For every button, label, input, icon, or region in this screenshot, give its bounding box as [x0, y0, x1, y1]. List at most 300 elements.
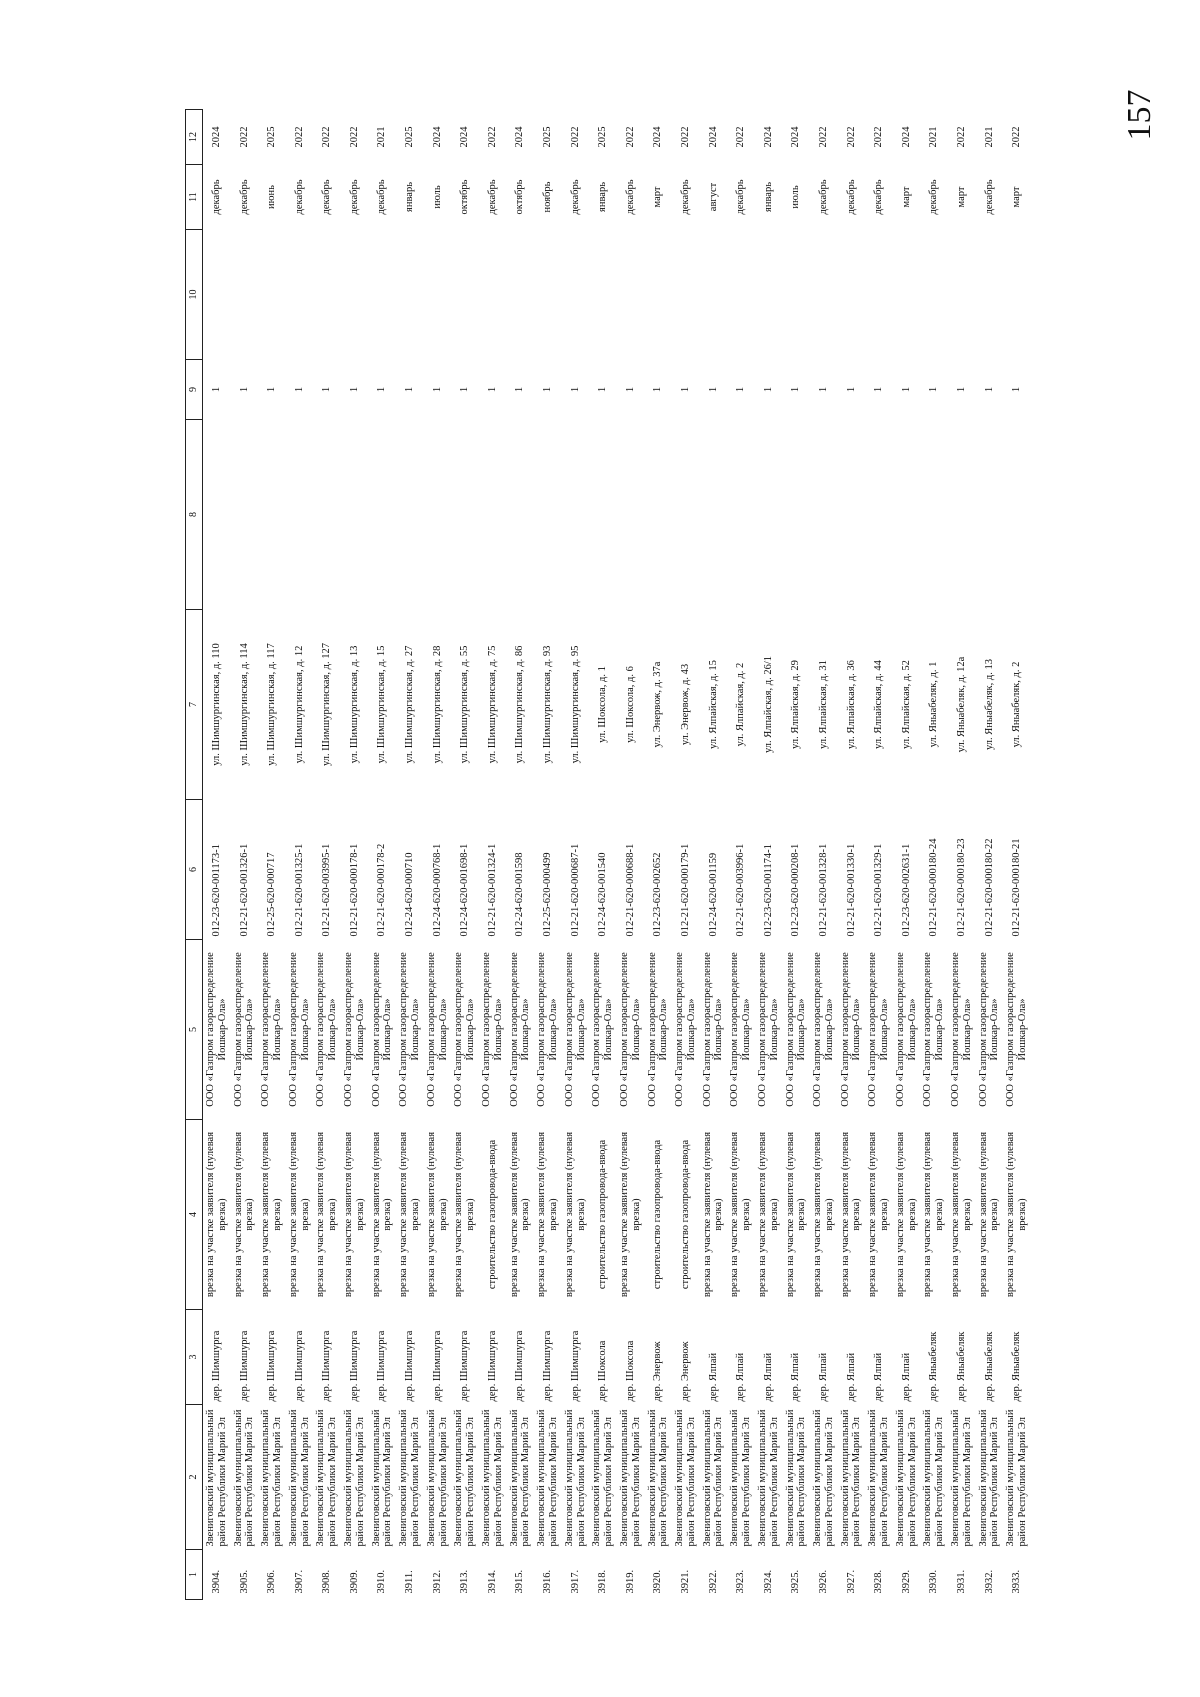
quantity-cell: 1 [790, 386, 802, 393]
col10-cell [507, 230, 535, 360]
settlement-cell: дер. Шимшурга [376, 1330, 388, 1402]
organization-cell: ООО «Газпром газораспределение Йошкар-Ола» [646, 952, 670, 1107]
settlement-cell: дер. Шимшурга [238, 1330, 250, 1402]
address-cell: ул. Шимшургинская, д. 110 [210, 643, 222, 766]
table-row [451, 110, 479, 1600]
col10-cell [700, 230, 728, 360]
col10-cell [424, 230, 452, 360]
settlement-cell: дер. Энервож [680, 1341, 692, 1402]
organization-cell: ООО «Газпром газораспределение Йошкар-Ола» [453, 952, 477, 1107]
year-cell: 2022 [955, 126, 967, 148]
row-number: 3906. [266, 1569, 278, 1594]
quantity-cell: 1 [569, 386, 581, 393]
quantity-cell: 1 [817, 386, 829, 393]
district-cell: Звениговский муниципальный район Республики Марий Эл [315, 1409, 339, 1547]
address-cell: ул. Яныабеляк, д. 1 [928, 661, 940, 748]
month-cell: июль [431, 185, 443, 209]
row-number: 3924. [762, 1569, 774, 1594]
table-row [369, 110, 397, 1600]
district-cell: Звениговский муниципальный район Республики Марий Эл [867, 1409, 891, 1547]
table-row [507, 110, 535, 1600]
settlement-cell: дер. Шимшурга [321, 1330, 333, 1402]
row-number: 3916. [542, 1569, 554, 1594]
settlement-cell: дер. Ялпай [873, 1352, 885, 1402]
col10-cell [231, 230, 259, 360]
organization-cell: ООО «Газпром газораспределение Йошкар-Ола» [563, 952, 587, 1107]
quantity-cell: 1 [597, 386, 609, 393]
work-type-cell: врезка на участке заявителя (нулевая врезка) [425, 1131, 449, 1298]
quantity-cell: 1 [459, 386, 471, 393]
district-cell: Звениговский муниципальный район Республики Марий Эл [701, 1409, 725, 1547]
district-cell: Звениговский муниципальный район Республики Марий Эл [232, 1409, 256, 1547]
settlement-cell: дер. Шоксола [597, 1340, 609, 1402]
table-row [782, 110, 810, 1600]
settlement-cell: дер. Шимшурга [404, 1330, 416, 1402]
month-cell: март [955, 186, 967, 208]
month-cell: декабрь [680, 179, 692, 215]
quantity-cell: 1 [1011, 386, 1023, 393]
address-cell: ул. Ялпайская, д. 15 [707, 660, 719, 749]
address-cell: ул. Шоксола, д. 1 [597, 666, 609, 743]
quantity-cell: 1 [707, 386, 719, 393]
header-row [186, 110, 203, 1600]
col10-cell [258, 230, 286, 360]
table-row [948, 110, 976, 1600]
settlement-cell: дер. Шимшурга [348, 1330, 360, 1402]
quantity-cell: 1 [542, 386, 554, 393]
row-number: 3904. [210, 1569, 222, 1594]
organization-cell: ООО «Газпром газораспределение Йошкар-Ола» [756, 952, 780, 1107]
col10-cell [948, 230, 976, 360]
page-number: 157 [1121, 89, 1158, 141]
table-row [755, 110, 783, 1600]
district-cell: Звениговский муниципальный район Республики Марий Эл [646, 1409, 670, 1547]
quantity-cell: 1 [348, 386, 360, 393]
col8-cell [838, 420, 866, 610]
table-row [920, 110, 948, 1600]
col-header-2: 2 [186, 1405, 203, 1550]
year-cell: 2024 [431, 126, 443, 148]
col8-cell [203, 420, 231, 610]
organization-cell: ООО «Газпром газораспределение Йошкар-Ола» [618, 952, 642, 1107]
row-number: 3911. [404, 1570, 416, 1594]
year-cell: 2025 [542, 126, 554, 148]
work-type-cell: врезка на участке заявителя (нулевая врезка) [1005, 1131, 1029, 1298]
year-cell: 2024 [459, 126, 471, 148]
year-cell: 2025 [597, 126, 609, 148]
table-body [203, 110, 1031, 1600]
col8-cell [865, 420, 893, 610]
district-cell: Звениговский муниципальный район Республики Марий Эл [756, 1409, 780, 1547]
row-number: 3920. [652, 1569, 664, 1594]
col8-cell [562, 420, 590, 610]
application-code-cell: 012-21-620-001326-1 [238, 843, 250, 937]
organization-cell: ООО «Газпром газораспределение Йошкар-Ола» [922, 952, 946, 1107]
col8-cell [286, 420, 314, 610]
district-cell: Звениговский муниципальный район Республики Марий Эл [453, 1409, 477, 1547]
address-cell: ул. Энервож, д. 43 [680, 663, 692, 746]
row-number: 3922. [707, 1569, 719, 1594]
year-cell: 2025 [404, 126, 416, 148]
month-cell: август [707, 182, 719, 212]
row-number: 3925. [790, 1569, 802, 1594]
organization-cell: ООО «Газпром газораспределение Йошкар-Ола» [812, 952, 835, 1107]
row-number: 3905. [238, 1569, 250, 1594]
col10-cell [1003, 230, 1031, 360]
application-code-cell: 012-21-620-000687-1 [569, 843, 581, 937]
col8-cell [424, 420, 452, 610]
work-type-cell: врезка на участке заявителя (нулевая врезка) [232, 1131, 256, 1298]
organization-cell: ООО «Газпром газораспределение Йошкар-Ола» [205, 952, 228, 1107]
col8-cell [645, 420, 673, 610]
month-cell: декабрь [376, 179, 388, 215]
table-row [258, 110, 286, 1600]
col-header-12: 12 [186, 110, 203, 165]
address-cell: ул. Ялпайская, д. 31 [817, 660, 829, 749]
organization-cell: ООО «Газпром газораспределение Йошкар-Ола» [674, 952, 697, 1107]
table-row [313, 110, 341, 1600]
col8-cell [782, 420, 810, 610]
col8-cell [948, 420, 976, 610]
year-cell: 2021 [376, 126, 388, 148]
row-number: 3907. [293, 1569, 305, 1594]
col8-cell [727, 420, 755, 610]
row-number: 3931. [955, 1569, 967, 1594]
month-cell: январь [597, 182, 609, 212]
organization-cell: ООО «Газпром газораспределение Йошкар-Ола» [260, 952, 283, 1107]
application-code-cell: 012-21-620-000180-22 [983, 838, 995, 937]
col8-cell [231, 420, 259, 610]
application-code-cell: 012-23-620-000208-1 [790, 843, 802, 937]
col10-cell [589, 230, 617, 360]
row-number: 3923. [735, 1569, 747, 1594]
month-cell: декабрь [569, 179, 581, 215]
month-cell: октябрь [514, 179, 526, 215]
col8-cell [810, 420, 838, 610]
year-cell: 2022 [486, 126, 498, 148]
address-cell: ул. Шимшургинская, д. 55 [459, 645, 471, 764]
district-cell: Звениговский муниципальный район Республики Марий Эл [977, 1409, 1001, 1547]
district-cell: Звениговский муниципальный район Республики Марий Эл [591, 1409, 615, 1547]
row-number: 3918. [597, 1569, 609, 1594]
col10-cell [479, 230, 507, 360]
address-cell: ул. Шимшургинская, д. 86 [514, 645, 526, 764]
quantity-cell: 1 [900, 386, 912, 393]
table-row [727, 110, 755, 1600]
district-cell: Звениговский муниципальный район Республики Марий Эл [839, 1409, 863, 1547]
month-cell: март [652, 186, 664, 208]
address-cell: ул. Шимшургинская, д. 117 [266, 643, 278, 766]
quantity-cell: 1 [624, 386, 636, 393]
settlement-cell: дер. Шоксола [624, 1340, 636, 1402]
col10-cell [341, 230, 369, 360]
col10-cell [865, 230, 893, 360]
application-code-cell: 012-21-620-000179-1 [680, 843, 692, 937]
row-number: 3930. [928, 1569, 940, 1594]
table-row [341, 110, 369, 1600]
settlement-cell: дер. Шимшурга [569, 1330, 581, 1402]
application-code-cell: 012-24-620-001698-1 [459, 843, 471, 937]
col8-cell [369, 420, 397, 610]
work-type-cell: врезка на участке заявителя (нулевая врезка) [618, 1131, 642, 1298]
table-row [810, 110, 838, 1600]
row-number: 3929. [900, 1569, 912, 1594]
organization-cell: ООО «Газпром газораспределение Йошкар-Ола» [536, 952, 559, 1107]
application-code-cell: 012-21-620-000178-2 [376, 843, 388, 937]
col8-cell [755, 420, 783, 610]
col-header-6: 6 [186, 800, 203, 940]
address-cell: ул. Ялпайская, д. 44 [873, 660, 885, 749]
table-row [645, 110, 673, 1600]
district-cell: Звениговский муниципальный район Республики Марий Эл [536, 1409, 559, 1547]
table-row [617, 110, 645, 1600]
month-cell: январь [762, 182, 774, 212]
organization-cell: ООО «Газпром газораспределение Йошкар-Ола» [977, 952, 1001, 1107]
month-cell: октябрь [459, 179, 471, 215]
year-cell: 2022 [238, 126, 250, 148]
year-cell: 2022 [735, 126, 747, 148]
col8-cell [976, 420, 1004, 610]
work-type-cell: врезка на участке заявителя (нулевая врезка) [950, 1131, 973, 1298]
quantity-cell: 1 [845, 386, 857, 393]
address-cell: ул. Шимшургинская, д. 13 [348, 645, 360, 764]
col-header-9: 9 [186, 360, 203, 420]
application-code-cell: 012-21-620-000180-24 [928, 838, 940, 937]
year-cell: 2022 [817, 126, 829, 148]
work-type-cell: врезка на участке заявителя (нулевая врезка) [839, 1131, 863, 1298]
table-row [562, 110, 590, 1600]
table-row [838, 110, 866, 1600]
gasification-table [185, 109, 1031, 1600]
address-cell: ул. Энервож, д. 37а [652, 661, 664, 748]
row-number: 3919. [624, 1569, 636, 1594]
table-row [865, 110, 893, 1600]
year-cell: 2024 [514, 126, 526, 148]
work-type-cell: врезка на участке заявителя (нулевая врезка) [729, 1131, 753, 1298]
month-cell: июль [790, 185, 802, 209]
col8-cell [313, 420, 341, 610]
application-code-cell: 012-25-620-000717 [266, 852, 278, 937]
district-cell: Звениговский муниципальный район Республики Марий Эл [260, 1409, 283, 1547]
settlement-cell: дер. Яныабеляк [955, 1331, 967, 1402]
organization-cell: ООО «Газпром газораспределение Йошкар-Ола» [480, 952, 504, 1107]
year-cell: 2021 [928, 126, 940, 148]
application-code-cell: 012-21-620-003995-1 [321, 843, 333, 937]
quantity-cell: 1 [873, 386, 885, 393]
col8-cell [1003, 420, 1031, 610]
year-cell: 2024 [900, 126, 912, 148]
table-row [424, 110, 452, 1600]
quantity-cell: 1 [321, 386, 333, 393]
work-type-cell: врезка на участке заявителя (нулевая врезка) [315, 1131, 339, 1298]
organization-cell: ООО «Газпром газораспределение Йошкар-Ола» [370, 952, 394, 1107]
work-type-cell: врезка на участке заявителя (нулевая врезка) [398, 1131, 421, 1298]
row-number: 3917. [569, 1569, 581, 1594]
organization-cell: ООО «Газпром газораспределение Йошкар-Ола» [784, 952, 808, 1107]
settlement-cell: дер. Яныабеляк [983, 1331, 995, 1402]
col10-cell [976, 230, 1004, 360]
row-number: 3915. [514, 1569, 526, 1594]
year-cell: 2022 [293, 126, 305, 148]
work-type-cell: врезка на участке заявителя (нулевая врезка) [536, 1131, 559, 1298]
col8-cell [451, 420, 479, 610]
table-row [231, 110, 259, 1600]
application-code-cell: 012-21-620-001325-1 [293, 843, 305, 937]
address-cell: ул. Яныабеляк, д. 12а [955, 656, 967, 753]
organization-cell: ООО «Газпром газораспределение Йошкар-Ола» [508, 952, 532, 1107]
year-cell: 2022 [845, 126, 857, 148]
month-cell: декабрь [293, 179, 305, 215]
address-cell: ул. Шимшургинская, д. 12 [293, 645, 305, 764]
address-cell: ул. Шимшургинская, д. 95 [569, 645, 581, 764]
settlement-cell: дер. Шимшурга [266, 1330, 278, 1402]
application-code-cell: 012-21-620-000688-1 [624, 843, 636, 937]
quantity-cell: 1 [293, 386, 305, 393]
address-cell: ул. Ялпайская, д. 36 [845, 660, 857, 749]
month-cell: декабрь [928, 179, 940, 215]
table-row [700, 110, 728, 1600]
row-number: 3909. [348, 1569, 360, 1594]
col10-cell [203, 230, 231, 360]
settlement-cell: дер. Ялпай [707, 1352, 719, 1402]
address-cell: ул. Шимшургинская, д. 114 [238, 643, 250, 766]
row-number: 3912. [431, 1569, 443, 1594]
work-type-cell: врезка на участке заявителя (нулевая врезка) [894, 1131, 918, 1298]
district-cell: Звениговский муниципальный район Республики Марий Эл [729, 1409, 753, 1547]
col-header-5: 5 [186, 940, 203, 1120]
quantity-cell: 1 [680, 386, 692, 393]
row-number: 3927. [845, 1569, 857, 1594]
month-cell: декабрь [735, 179, 747, 215]
settlement-cell: дер. Шимшурга [542, 1330, 554, 1402]
organization-cell: ООО «Газпром газораспределение Йошкар-Ола» [287, 952, 311, 1107]
work-type-cell: врезка на участке заявителя (нулевая врезка) [205, 1131, 228, 1298]
application-code-cell: 012-23-620-001173-1 [210, 844, 222, 937]
month-cell: декабрь [486, 179, 498, 215]
col10-cell [286, 230, 314, 360]
month-cell: декабрь [983, 179, 995, 215]
month-cell: декабрь [210, 179, 222, 215]
settlement-cell: дер. Шимшурга [514, 1330, 526, 1402]
district-cell: Звениговский муниципальный район Республики Марий Эл [205, 1409, 228, 1547]
year-cell: 2022 [569, 126, 581, 148]
address-cell: ул. Шимшургинская, д. 28 [431, 645, 443, 764]
month-cell: март [1011, 186, 1023, 208]
year-cell: 2024 [210, 126, 222, 148]
table-row [893, 110, 921, 1600]
col-header-1: 1 [186, 1550, 203, 1600]
work-type-cell: строительство газопровода-ввода [680, 1139, 692, 1290]
district-cell: Звениговский муниципальный район Республики Марий Эл [480, 1409, 504, 1547]
district-cell: Звениговский муниципальный район Республики Марий Эл [287, 1409, 311, 1547]
col-header-3: 3 [186, 1310, 203, 1405]
month-cell: декабрь [624, 179, 636, 215]
col8-cell [341, 420, 369, 610]
col10-cell [369, 230, 397, 360]
year-cell: 2022 [1011, 126, 1023, 148]
organization-cell: ООО «Газпром газораспределение Йошкар-Ола» [950, 952, 973, 1107]
col10-cell [727, 230, 755, 360]
organization-cell: ООО «Газпром газораспределение Йошкар-Ола» [315, 952, 339, 1107]
work-type-cell: врезка на участке заявителя (нулевая врезка) [287, 1131, 311, 1298]
district-cell: Звениговский муниципальный район Республики Марий Эл [922, 1409, 946, 1547]
col10-cell [893, 230, 921, 360]
address-cell: ул. Шимшургинская, д. 127 [321, 643, 333, 766]
row-number: 3913. [459, 1569, 471, 1594]
work-type-cell: врезка на участке заявителя (нулевая врезка) [756, 1131, 780, 1298]
organization-cell: ООО «Газпром газораспределение Йошкар-Ола» [398, 952, 421, 1107]
row-number: 3926. [817, 1569, 829, 1594]
application-code-cell: 012-24-620-001540 [597, 852, 609, 937]
work-type-cell: врезка на участке заявителя (нулевая врезка) [508, 1131, 532, 1298]
quantity-cell: 1 [266, 386, 278, 393]
year-cell: 2022 [680, 126, 692, 148]
work-type-cell: врезка на участке заявителя (нулевая врезка) [784, 1131, 808, 1298]
col10-cell [617, 230, 645, 360]
row-number: 3928. [873, 1569, 885, 1594]
table-row [286, 110, 314, 1600]
application-code-cell: 012-21-620-001330-1 [845, 843, 857, 937]
col8-cell [589, 420, 617, 610]
col10-cell [534, 230, 562, 360]
year-cell: 2024 [790, 126, 802, 148]
address-cell: ул. Ялпайская, д. 52 [900, 660, 912, 749]
col-header-11: 11 [186, 165, 203, 230]
col10-cell [313, 230, 341, 360]
year-cell: 2021 [983, 126, 995, 148]
work-type-cell: строительство газопровода-ввода [486, 1139, 498, 1290]
district-cell: Звениговский муниципальный район Республики Марий Эл [674, 1409, 697, 1547]
table-row [672, 110, 700, 1600]
district-cell: Звениговский муниципальный район Республики Марий Эл [343, 1409, 366, 1547]
address-cell: ул. Шимшургинская, д. 93 [542, 645, 554, 764]
organization-cell: ООО «Газпром газораспределение Йошкар-Ола» [839, 952, 863, 1107]
year-cell: 2022 [348, 126, 360, 148]
district-cell: Звениговский муниципальный район Республики Марий Эл [950, 1409, 973, 1547]
address-cell: ул. Яныабеляк, д. 2 [1011, 661, 1023, 748]
work-type-cell: врезка на участке заявителя (нулевая врезка) [867, 1131, 891, 1298]
organization-cell: ООО «Газпром газораспределение Йошкар-Ола» [867, 952, 891, 1107]
year-cell: 2022 [624, 126, 636, 148]
quantity-cell: 1 [735, 386, 747, 393]
month-cell: декабрь [845, 179, 857, 215]
month-cell: декабрь [238, 179, 250, 215]
district-cell: Звениговский муниципальный район Республики Марий Эл [508, 1409, 532, 1547]
application-code-cell: 012-21-620-001324-1 [486, 843, 498, 937]
work-type-cell: строительство газопровода-ввода [597, 1139, 609, 1290]
address-cell: ул. Шимшургинская, д. 75 [486, 645, 498, 764]
organization-cell: ООО «Газпром газораспределение Йошкар-Ола» [232, 952, 256, 1107]
quantity-cell: 1 [652, 386, 664, 393]
settlement-cell: дер. Ялпай [762, 1352, 774, 1402]
organization-cell: ООО «Газпром газораспределение Йошкар-Ола» [425, 952, 449, 1107]
col-header-4: 4 [186, 1120, 203, 1310]
settlement-cell: дер. Шимшурга [293, 1330, 305, 1402]
col10-cell [562, 230, 590, 360]
table-row [976, 110, 1004, 1600]
work-type-cell: врезка на участке заявителя (нулевая врезка) [977, 1131, 1001, 1298]
quantity-cell: 1 [514, 386, 526, 393]
settlement-cell: дер. Шимшурга [486, 1330, 498, 1402]
settlement-cell: дер. Шимшурга [459, 1330, 471, 1402]
col-header-8: 8 [186, 420, 203, 610]
quantity-cell: 1 [486, 386, 498, 393]
district-cell: Звениговский муниципальный район Республики Марий Эл [812, 1409, 835, 1547]
address-cell: ул. Ялпайская, д. 26/1 [762, 655, 774, 754]
year-cell: 2024 [652, 126, 664, 148]
col10-cell [838, 230, 866, 360]
col8-cell [893, 420, 921, 610]
